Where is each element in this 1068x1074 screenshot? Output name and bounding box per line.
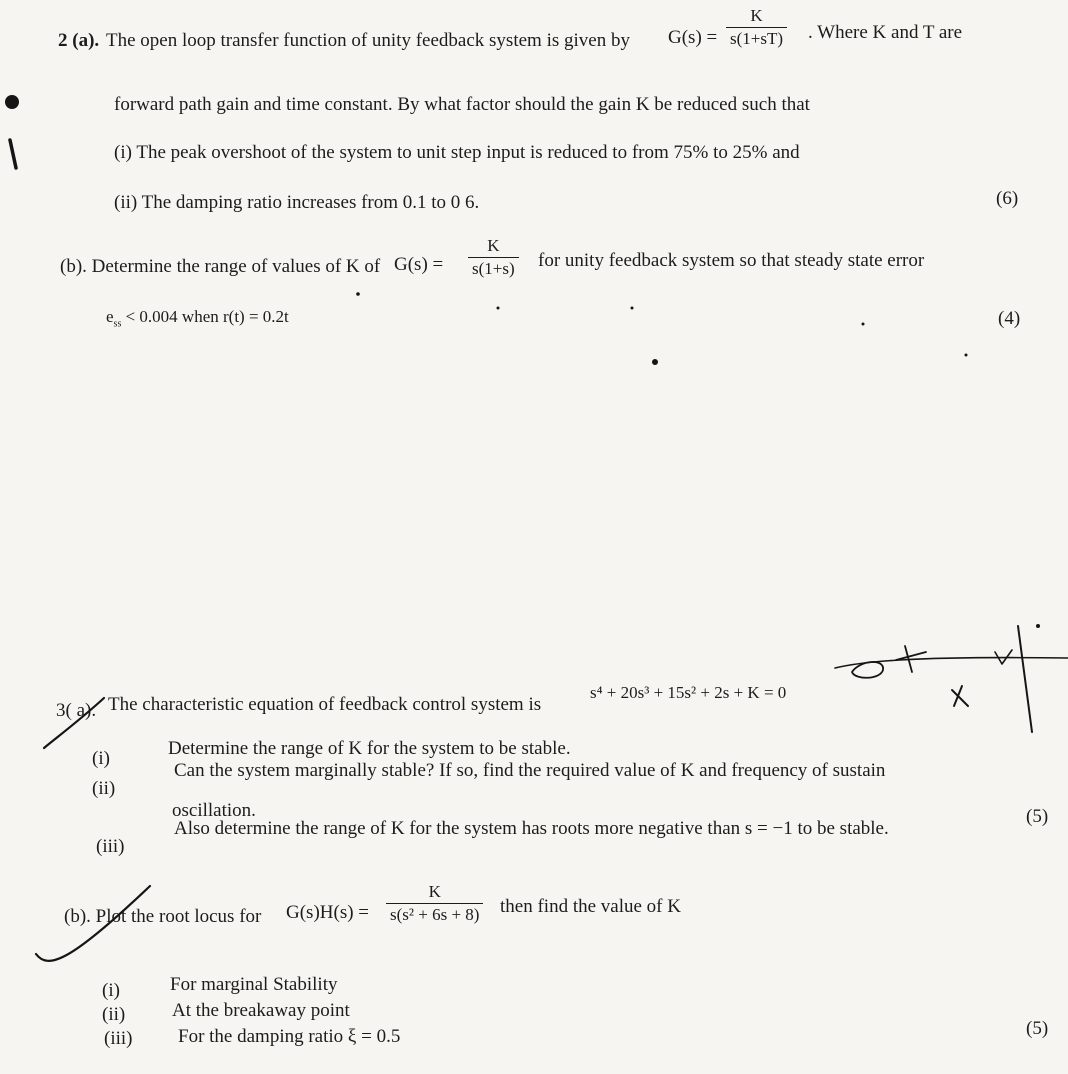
q2a-transfer-function [726,6,787,49]
q3-number: 3( a). [56,700,97,721]
q2b-condition-rest: < 0.004 when r(t) = 0.2t [121,307,289,326]
ink-speck [965,354,968,357]
q3b-g-lhs: G(s)H(s) = [286,902,370,923]
margin-blot [5,95,19,109]
q3a-intro: The characteristic equation of feedback control system is [108,694,542,715]
q2b-tail: for unity feedback system so that steady state error [538,250,925,271]
q3b-item-2-num: (ii) [102,1004,126,1025]
q3a-characteristic-equation: s⁴ + 20s³ + 15s² + 2s + K = 0 [590,683,787,702]
equation-scribble [835,658,1068,668]
q2a-denominator: s(1+sT) [726,27,787,49]
q3b-label: (b). Plot the root locus for [64,906,262,927]
ink-speck [631,307,634,310]
q2a-line2: forward path gain and time constant. By what factor should the gain K be reduced such that [114,94,810,115]
q3a-item-3-text: Also determine the range of K for the system has roots more negative than s = −1 to be stable. [174,818,889,839]
scribble-loop [852,662,883,678]
q3b-marks: (5) [1026,1018,1049,1039]
q3b-item-3-text: For the damping ratio ξ = 0.5 [178,1026,401,1047]
q2b-transfer-function [468,236,519,279]
q3b-tail: then find the value of K [500,896,681,917]
ink-speck [497,307,500,310]
q2b-error-symbol: e [106,307,114,326]
scribble-v [995,650,1012,664]
q2b-g-lhs: G(s) = [394,254,444,275]
q2a-numerator: K [750,6,763,25]
scribble-letter [896,646,926,672]
ink-speck [652,359,658,365]
q2a-item-2: (ii) The damping ratio increases from 0.1 to 0 6. [114,192,480,213]
q3a-item-3-num: (iii) [96,836,125,857]
margin-tick [10,140,16,168]
q2a-item-1: (i) The peak overshoot of the system to unit step input is reduced to from 75% to 25% and [114,142,800,163]
ink-speck [1036,624,1040,628]
q3a-item-1-text: Determine the range of K for the system to be stable. [168,738,571,759]
q3b-item-2-text: At the breakaway point [172,1000,350,1021]
scribble-x [952,686,968,706]
q3b-item-3-num: (iii) [104,1028,133,1049]
q3a-item-2-text: Can the system marginally stable? If so, find the required value of K and frequency of sustain [174,760,886,781]
ink-speck [356,292,360,296]
q2a-intro: The open loop transfer function of unity feedback system is given by [106,30,630,51]
q2b-numerator: K [487,236,500,255]
q3b-numerator: K [428,882,441,901]
q2b-marks: (4) [998,308,1021,329]
q3b-item-1-num: (i) [102,980,120,1001]
q3b-transfer-function [386,882,483,925]
q3a-item-1-num: (i) [92,748,110,769]
q3b-item-1-text: For marginal Stability [170,974,338,995]
q2b-label: (b). Determine the range of values of K of [60,256,381,277]
q2b-condition [106,306,289,335]
q3b-denominator: s(s² + 6s + 8) [386,903,483,925]
q2-number: 2 (a). [58,30,100,51]
ink-speck [862,323,865,326]
q2a-marks: (6) [996,188,1019,209]
q3a-item-2-cont: oscillation. [172,800,256,821]
margin-vertical-stroke [1018,626,1032,732]
q2a-g-lhs: G(s) = [668,27,718,48]
q3a-item-2-num: (ii) [92,778,116,799]
q2b-denominator: s(1+s) [468,257,519,279]
q2a-intro-end: . Where K and T are [808,22,963,43]
q3a-marks: (5) [1026,806,1049,827]
q2b-error-subscript: ss [113,318,122,330]
